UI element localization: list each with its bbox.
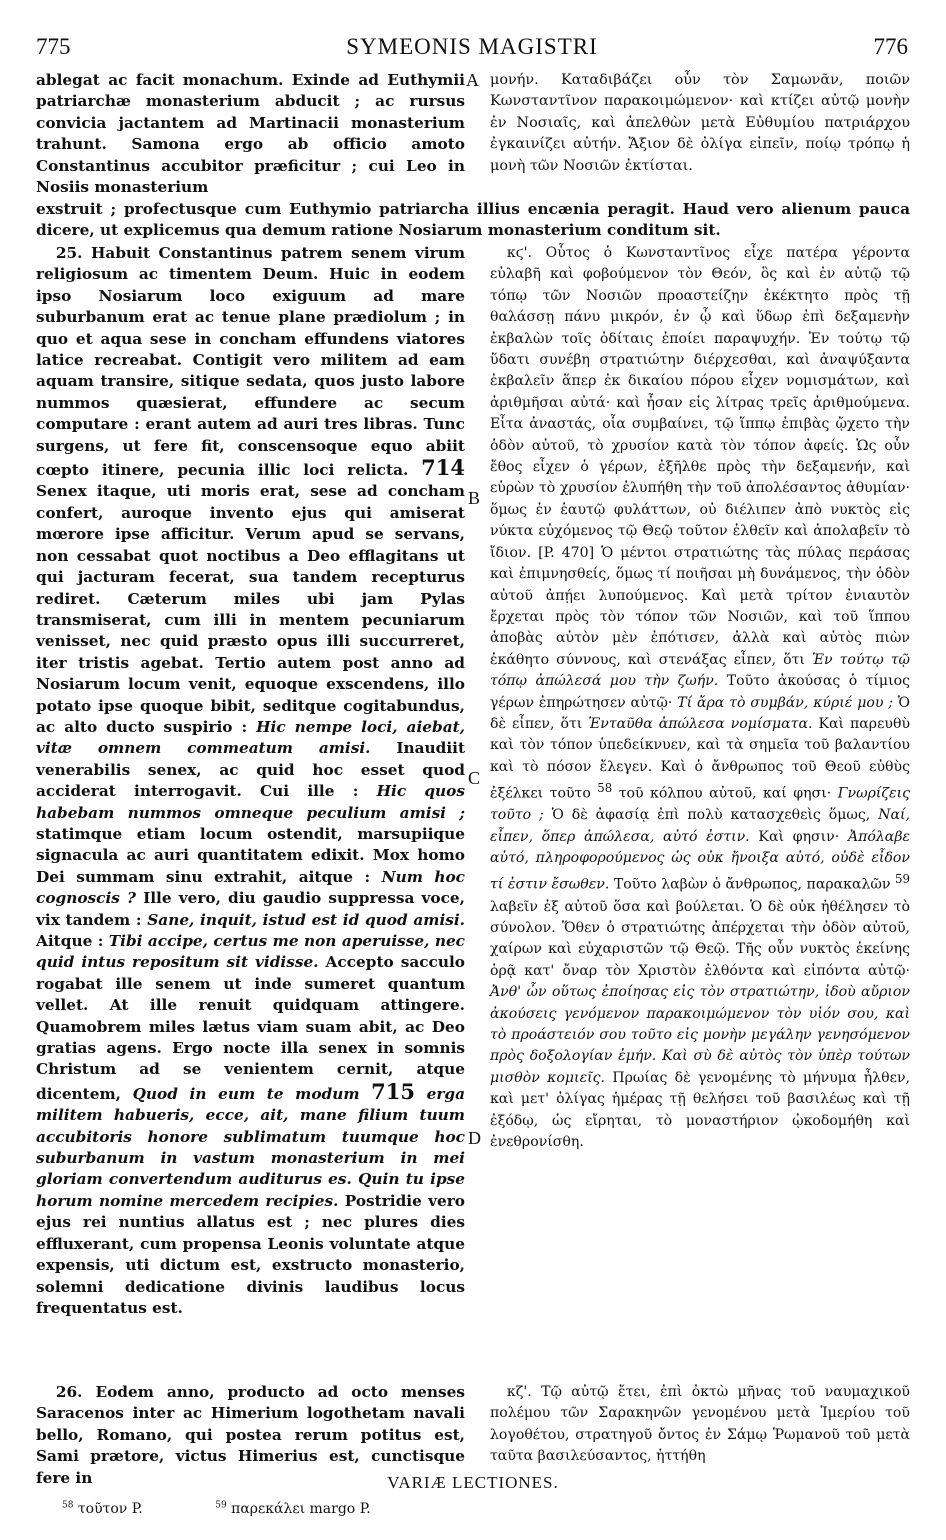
note-ref-59: 59 [895,872,910,887]
greek-text: Ὁ δὲ εἶπεν, ὅτι [490,694,910,732]
running-title: SYMEONIS MAGISTRI [346,34,598,59]
latin-text: Ille vero, diu gaudio suppressa voce, vix tandem : [36,889,465,929]
column-number-714: 714 [421,455,465,481]
latin-section-25 [36,243,465,1319]
note-ref-58: 58 [597,781,613,796]
greek-italic-speech: Ναί, εἶπεν, ὅπερ ἀπώλεσα, αὐτό ἐστιν. [490,807,910,845]
greek-text: λαβεῖν ἐξ αὐτοῦ ὅσα καὶ βούλεται. Ὁ δὲ οὐκ ἠθέλησεν τὸ σύνολον. Ὅθεν ὁ στρατιώτης ἀπέρχεται τὴν ὁδὸν αὐτοῦ, χαίρων καὶ εὐχαριστῶν τῷ Θεῷ. Τῆς οὖν νυκτὸς ἐκείνης ὁρᾷ κατ' ὄναρ τὸν Χριστὸν ἐλθόντα καὶ εἰπόντα αὐτῷ· [490,898,910,979]
greek-column-bottom [490,1382,910,1468]
greek-italic-speech: Ἐν τούτῳ τῷ τόπῳ ἀπώλεσά μου τὴν ζωήν. [490,651,911,690]
latin-text: Habuit Constantinus patrem senem virum religiosum ac timentem Deum. Huic in eodem ipso Nosiarum loco exiguum ad mare suburbanum erat ac tenue plane prædiolum ; in quo et aqua sese in concham effundens viatores latice recreabat. Contigit vero militem ad eam aquam transire, sitique sedata, quos justo labore nummos quæsierat, effundere ac secum computare : erant autem ad auri tres libras. Tunc surgens, ut fere fit, conscensoque equo abiit cœpto itinere, pecunia illic loci relicta. [36,244,466,480]
greek-text: Οὗτος ὁ Κωνσταντῖνος εἶχε πατέρα γέροντα εὐλαβῆ καὶ φοβούμενον τὸν Θεόν, ὃς καὶ ἐν αὐτῷ τῷ τόπῳ τῶν Νοσιῶν προαστείζην ἐκέκτητο πρὸς τῇ θαλάσσῃ πάνυ μικρόν, ἐν ᾧ καὶ ὕδωρ ἐπὶ δεξαμενὴν ἐκβαλὼν τοῖς ὁδίταις ἐποίει παραψυχήν. Ἐν τούτῳ τῷ ὕδατι συνέβη στρατιώτην διέρχεσθαι, καὶ ἀναψύξαντα ἐκβαλεῖν ἅπερ ἐκ δικαίου πόρου εἶχεν νομισμάτων, καὶ ἀριθμῆσαι αὐτά· καὶ ἦσαν εἰς λίτρας τρεῖς ἀριθμούμενα. Εἶτα ἀναστάς, οἷα συμβαίνει, τῷ ἵππῳ ἐπιβὰς ᾤχετο τὴν ὁδὸν αὐτοῦ, τὸ χρυσίον κατὰ τὸν τόπον ἀφείς. Ὡς οὖν ἔθος εἶχεν ὁ γέρων, ἐξῆλθε πρὸς τὴν δεξαμενήν, καὶ εὑρὼν τὸ χρυσίον ἐλυπήθη τὴν τοῦ ἀπολέσαντος ἀθυμίαν· ὅμως ἐν ἑαυτῷ φυλάττων, οὐ διέλιπεν ἀπὸ νυκτὸς εἰς νύκτα εὐχόμενος τῷ Θεῷ τοῦτον ἐλθεῖν καὶ ἀπολαβεῖν τὸ ἴδιον. [490,245,910,561]
greek-text: Πρωίας δὲ γενομένης τὸ μήνυμα ἦλθεν, καὶ μετ' ὀλίγας ἡμέρας τῇ θελήσει τοῦ βασιλέως καὶ τῇ ἐξόδῳ, ὡς εἴρηται, τὸ μοναστήριον ᾠκοδομήθη καὶ ἐνεθρονίσθη. [490,1069,910,1151]
latin-text: Inaudiit venerabilis senex, ac quid hoc esset quod acciderat interrogavit. Cui ille : [36,739,466,801]
greek-text: Τῷ αὐτῷ ἔτει, ἐπὶ ὀκτὼ μῆνας τοῦ ναυμαχικοῦ πολέμου τῶν Σαρακηνῶν γενομένου μετὰ Ἱμερίου τοῦ λογοθέτου, στρατηγοῦ ὄντος ἐν Σάμῳ Ῥωμανοῦ τοῦ μετὰ ταῦτα βασιλεύσαντος, ἡττήθη [490,1384,910,1465]
footnote-number: 59 [215,1500,227,1510]
margin-marker-a: A [466,70,479,90]
latin-text: Aitque : [36,932,104,950]
latin-italic-speech: Sane, inquit, istud est id quod amisi. [147,910,465,929]
latin-italic-speech: Quod in eum te modum [132,1084,360,1103]
latin-text: Senex itaque, uti moris erat, sese ad concham confert, auroque invento ejus qui amiserat mœrore ipse afficitur. Verum apud se servans, non cessabat quot noctibus a Deo efflagitans ut qui jacturam fecerat, sua tandem recepturus rediret. Cæterum miles ubi jam Pylas transmiserat, cum illi in mentem pecuniarum venisset, nec quid præsto opus illi succurreret, iter tristis agebat. Tertio autem post anno ad Nosiarum locum venit, equoque exscendens, illo potato ipse quoque bibit, seditque cogitabundus, ac alto ducto suspirio : [36,482,465,736]
greek-italic-speech: Ἀνθ' ὧν οὕτως ἐποίησας εἰς τὸν στρατιώτην, ἰδοὺ αὔριον ἀκούσεις γενόμενον παρακοιμώμενον τὸν υἱόν σου, καὶ τὸ προάστειόν σου τοῦτο εἰς μονὴν μεγάλην γενησόμενον πρὸς δοξολογίαν ἐμήν. Καὶ σὺ δὲ αὐτὸς τὸν ὑπὲρ τούτων μισθὸν κομιεῖς. [490,984,910,1086]
latin-italic-speech: erga militem habueris, ecce, ait, mane filium tuum accubitoris honore sublimatum tuumque hoc suburbanum in vastum monasterium in mei gloriam convertendum auditurus es. Quin tu ipse horum nomine mercedem recipies. [36,1084,465,1210]
latin-column-main [36,243,465,1319]
latin-italic-speech: Hic quos habebam nummos omneque peculium amisi ; [36,782,465,822]
section-number-25: 25. [55,244,83,262]
page-number-left: 775 [36,34,71,59]
footnotes [62,1500,662,1517]
greek-text: Ὁ μέντοι στρατιώτης τὰς πύλας περάσας καὶ ἐπιμνησθείς, ὅμως τί ποιῆσαι μὴ δυνάμενος, τὴν ὁδὸν αὐτοῦ ἀπῄει λυπούμενος. Καὶ μετὰ τρίτον ἐνιαυτὸν ἔρχεται πρὸς τὸν τόπον τῶν Νοσιῶν, καὶ τοῦ ἵππου ἀποβὰς αὐτὸν μὲν ἐπότισεν, ἀλλὰ καὶ αὐτὸς πιὼν ἐκάθητο σύννους, καὶ στενάξας εἶπεν, ὅτι [490,544,910,668]
greek-text: τοῦ κόλπου αὐτοῦ, καί φησι· [618,785,832,802]
greek-section-number: κϛ'. [506,245,532,261]
greek-text: Καὶ φησιν· [758,828,840,845]
section-number-26: 26. [55,1383,83,1401]
variae-lectiones-heading: VARIÆ LECTIONES. [387,1473,559,1492]
latin-italic-speech: Num hoc cognoscis ? [36,867,465,908]
footnote-58 [62,1501,177,1517]
greek-column-main [490,243,910,1153]
page-header [36,34,908,60]
greek-column-top [490,70,910,177]
greek-italic-speech: Τί ἄρα τὸ συμβάν, κύριέ μου ; [677,694,894,711]
latin-text: statimque etiam locum ostendit, marsupiique signacula ac auri quantitatem edixit. Mox homo Dei summam sinu extrahit, aitque : [36,824,465,886]
page-number-right: 776 [873,34,908,59]
footnote-text: τοῦτον P. [77,1500,143,1517]
greek-italic-speech: Ἀπόλαβε αὐτό, πληροφορούμενος ὡς οὐκ ἤνοιξα αὐτό, οὐδὲ εἶδον τί ἐστιν ἔσωθεν. [490,828,911,894]
margin-marker-d: D [468,1128,481,1148]
latin-text: Postridie vero ejus rei nuntius allatus est ; nec plures dies effluxerant, cum propensa Leonis voluntate atque expensis, uti dictum est, exstructo monasterio, solemni dedicatione divinis laudibus locus frequentatus est. [36,1191,465,1317]
footnote-59 [215,1501,405,1517]
greek-text: Καὶ παρευθὺ καὶ τὸν τόπον ὑπεδείκνυεν, καὶ τὰ σημεῖα τοῦ βαλαντίου καὶ τὸ πόσον ἔλεγεν. Καὶ ὁ ἄνθρωπος τοῦ Θεοῦ εὐθὺς ἐξέλκει τοῦτο [490,715,911,802]
margin-marker-b: B [468,488,481,508]
latin-text: Accepto sacculo rogabat ille senem ut inde sumeret quantum vellet. At ille renuit quidquam attingere. Quamobrem miles lætus viam suam abit, ac Deo gratias agens. Ergo nocte illa senex in somnis Christum ad se venientem cernit, atque dicentem, [36,953,465,1103]
greek-top-text: μονήν. Καταδιβάζει οὖν τὸν Σαμωνᾶν, ποιῶν Κωνσταντῖνον παρακοιμώμενον· καὶ κτίζει αὐτῷ μονὴν ἐν Νοσιαῖς, καὶ ἀπελθὼν μετὰ Εὐθυμίου πατριάρχου ἐγκαινίζει αὐτήν. Ἄξιον δὲ ὀλίγα εἰπεῖν, ποίῳ τρόπῳ ἡ μονὴ τῶν Νοσιῶν ἐκτίσται. [490,72,910,174]
latin-italic-speech: Hic nempe loci, aiebat, vitæ omnem commeatum amisi. [36,717,465,758]
greek-italic-speech: Γνωρίζεις τοῦτο ; [490,785,911,824]
footnote-text: παρεκάλει margo P. [231,1500,371,1517]
margin-marker-c: C [468,768,481,788]
greek-italic-speech: Ἐνταῦθα ἀπώλεσα νομίσματα. [588,715,813,732]
latin-column-top [36,70,465,198]
greek-section-26 [490,243,910,1153]
latin-text: Eodem anno, producto ad octo menses Saracenos inter ac Himerium logothetam navali bello, Romano, qui postea rerum potitus est, Sami prætore, victus Himerius est, cunctisque fere in [36,1383,465,1487]
greek-section-number: κζ'. [506,1384,532,1400]
latin-italic-speech: Tibi accipe, certus me non aperuisse, nec quid intus repositum sit vidisse. [36,932,465,972]
greek-text: Τοῦτο ἀκούσας ὁ τίμιος γέρων ἐπηρώτησεν αὐτῷ· [490,673,910,711]
latin-top-text: ablegat ac facit monachum. Exinde ad Euthymii patriarchæ monasterium abducit ; ac rursus convicia jactantem ad Martinacii monasterium trahunt. Samona ergo ab officio amoto Constantinus accubitor præficitur ; cui Leo in Nosiis monasterium [36,71,465,197]
footnote-number: 58 [62,1500,74,1510]
full-width-paragraph [36,199,910,242]
edition-page-ref: [P. 470] [538,544,595,561]
full-width-text: exstruit ; profectusque cum Euthymio patriarcha illius encænia peragit. Haud vero alienum pauca dicere, ut explicemus qua demum ratione Nosiarum monasterium conditum sit. [36,200,910,240]
greek-text: Ὁ δὲ ἀφασίᾳ ἐπὶ πολὺ κατασχεθεὶς ὅμως, [551,807,871,824]
greek-section-27 [490,1382,910,1468]
greek-text: Τοῦτο λαβὼν ὁ ἄνθρωπος, παρακαλῶν [613,877,891,894]
column-number-715: 715 [371,1078,415,1104]
